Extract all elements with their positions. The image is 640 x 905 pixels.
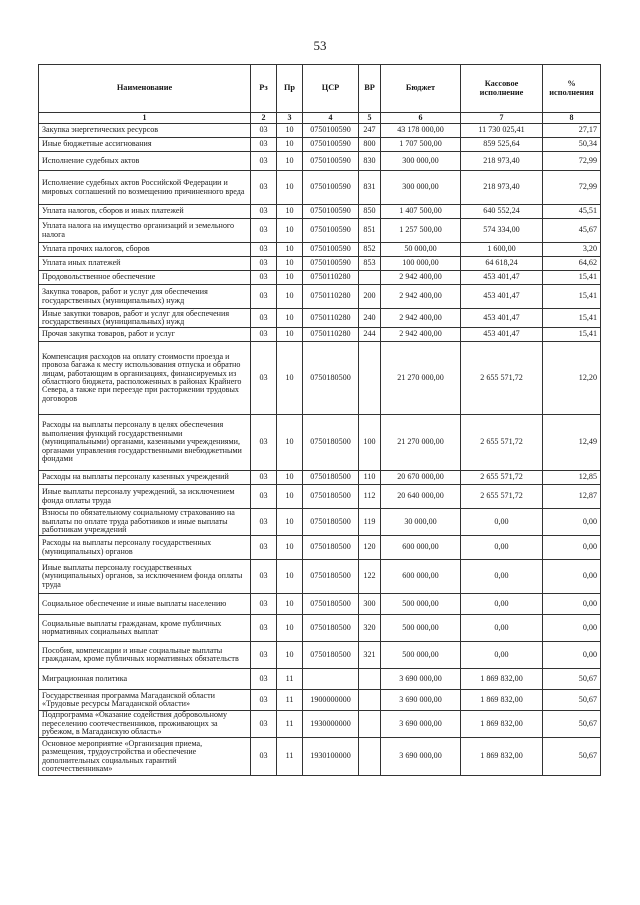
row-vr-cell: 851 [359, 219, 381, 243]
row-cash-cell: 453 401,47 [461, 271, 543, 285]
column-number: 1 [39, 113, 251, 124]
row-cash-cell: 1 869 832,00 [461, 738, 543, 776]
row-csr-cell: 0750110280 [303, 271, 359, 285]
row-budget-cell: 600 000,00 [381, 560, 461, 594]
row-cash-cell: 0,00 [461, 560, 543, 594]
row-name-cell: Расходы на выплаты персоналу государственных (муниципальных) органов [39, 536, 251, 560]
row-cash-cell: 859 525,64 [461, 138, 543, 152]
row-pr-cell: 11 [277, 711, 303, 738]
row-csr-cell: 0750180500 [303, 509, 359, 536]
row-pct-cell: 64,62 [543, 257, 601, 271]
row-rz-cell: 03 [251, 690, 277, 711]
row-vr-cell [359, 690, 381, 711]
row-cash-cell: 218 973,40 [461, 171, 543, 205]
row-rz-cell: 03 [251, 615, 277, 642]
header-pr: Пр [277, 65, 303, 113]
row-rz-cell: 03 [251, 138, 277, 152]
row-name-cell: Государственная программа Магаданской области «Трудовые ресурсы Магаданской области» [39, 690, 251, 711]
table-row [39, 560, 601, 594]
row-vr-cell [359, 711, 381, 738]
row-vr-cell: 247 [359, 124, 381, 138]
row-name-cell: Закупка товаров, работ и услуг для обеспечения государственных (муниципальных) нужд [39, 285, 251, 309]
header-csr: ЦСР [303, 65, 359, 113]
row-budget-cell: 300 000,00 [381, 152, 461, 171]
row-pr-cell: 10 [277, 285, 303, 309]
row-vr-cell: 852 [359, 243, 381, 257]
row-pct-cell: 12,87 [543, 485, 601, 509]
row-pr-cell: 10 [277, 485, 303, 509]
table-row [39, 342, 601, 415]
row-budget-cell: 500 000,00 [381, 594, 461, 615]
table-body [39, 124, 601, 776]
row-pr-cell: 10 [277, 471, 303, 485]
row-pct-cell: 45,51 [543, 205, 601, 219]
row-rz-cell: 03 [251, 485, 277, 509]
row-rz-cell: 03 [251, 152, 277, 171]
row-budget-cell: 43 178 000,00 [381, 124, 461, 138]
row-budget-cell: 1 407 500,00 [381, 205, 461, 219]
row-name-cell: Уплата налогов, сборов и иных платежей [39, 205, 251, 219]
row-name-cell: Компенсация расходов на оплату стоимости проезда и провоза багажа к месту использования отпуска и обратно лицам, работающим в организациях, финансируемых из областного бюджета, расположенных в районах Крайнего Севера, а также при переезде при расторжении трудовых договоров [39, 342, 251, 415]
row-pr-cell: 10 [277, 205, 303, 219]
row-rz-cell: 03 [251, 669, 277, 690]
row-pct-cell: 50,67 [543, 690, 601, 711]
row-pct-cell: 12,20 [543, 342, 601, 415]
row-budget-cell: 2 942 400,00 [381, 271, 461, 285]
row-vr-cell [359, 342, 381, 415]
row-pr-cell: 11 [277, 669, 303, 690]
row-csr-cell: 0750100590 [303, 152, 359, 171]
row-rz-cell: 03 [251, 471, 277, 485]
row-budget-cell: 600 000,00 [381, 536, 461, 560]
row-csr-cell: 0750100590 [303, 124, 359, 138]
row-vr-cell: 100 [359, 415, 381, 471]
column-number: 6 [381, 113, 461, 124]
row-name-cell: Расходы на выплаты персоналу казенных учреждений [39, 471, 251, 485]
row-csr-cell: 0750110280 [303, 285, 359, 309]
row-csr-cell: 0750180500 [303, 560, 359, 594]
row-cash-cell: 11 730 025,41 [461, 124, 543, 138]
row-rz-cell: 03 [251, 171, 277, 205]
row-vr-cell: 850 [359, 205, 381, 219]
row-csr-cell: 0750100590 [303, 205, 359, 219]
row-pct-cell: 72,99 [543, 171, 601, 205]
column-number-row [39, 113, 601, 124]
row-cash-cell: 0,00 [461, 642, 543, 669]
row-pct-cell: 0,00 [543, 615, 601, 642]
row-csr-cell: 0750180500 [303, 642, 359, 669]
row-csr-cell: 0750100590 [303, 243, 359, 257]
row-name-cell: Закупка энергетических ресурсов [39, 124, 251, 138]
row-cash-cell: 2 655 571,72 [461, 471, 543, 485]
row-pct-cell: 12,85 [543, 471, 601, 485]
row-csr-cell: 0750110280 [303, 328, 359, 342]
row-pct-cell: 50,34 [543, 138, 601, 152]
row-name-cell: Расходы на выплаты персоналу в целях обеспечения выполнения функций государственными (муниципальными) органами, казенными учреждениями, органами управления государственными внебюджетными фондами [39, 415, 251, 471]
row-name-cell: Прочая закупка товаров, работ и услуг [39, 328, 251, 342]
row-pr-cell: 10 [277, 560, 303, 594]
row-vr-cell: 300 [359, 594, 381, 615]
table-row [39, 243, 601, 257]
row-csr-cell: 0750100590 [303, 219, 359, 243]
row-rz-cell: 03 [251, 509, 277, 536]
row-pct-cell: 12,49 [543, 415, 601, 471]
table-row [39, 690, 601, 711]
row-name-cell: Социальное обеспечение и иные выплаты населению [39, 594, 251, 615]
budget-execution-table [38, 64, 601, 776]
table-row [39, 205, 601, 219]
table-row [39, 471, 601, 485]
row-pct-cell: 0,00 [543, 594, 601, 615]
row-name-cell: Подпрограмма «Оказание содействия добровольному переселению соотечественников, проживающих за рубежом, в Магаданскую область» [39, 711, 251, 738]
row-name-cell: Продовольственное обеспечение [39, 271, 251, 285]
row-cash-cell: 453 401,47 [461, 309, 543, 328]
row-rz-cell: 03 [251, 124, 277, 138]
row-pr-cell: 10 [277, 257, 303, 271]
row-budget-cell: 30 000,00 [381, 509, 461, 536]
row-rz-cell: 03 [251, 342, 277, 415]
page-number: 53 [313, 38, 327, 53]
row-pr-cell: 10 [277, 328, 303, 342]
row-vr-cell: 200 [359, 285, 381, 309]
row-vr-cell [359, 669, 381, 690]
row-rz-cell: 03 [251, 711, 277, 738]
row-csr-cell: 0750100590 [303, 257, 359, 271]
row-budget-cell: 3 690 000,00 [381, 738, 461, 776]
table-row [39, 536, 601, 560]
row-cash-cell: 640 552,24 [461, 205, 543, 219]
table-row [39, 509, 601, 536]
column-number: 5 [359, 113, 381, 124]
row-pct-cell: 15,41 [543, 328, 601, 342]
row-budget-cell: 500 000,00 [381, 642, 461, 669]
table-row [39, 594, 601, 615]
row-budget-cell: 1 257 500,00 [381, 219, 461, 243]
row-pr-cell: 10 [277, 171, 303, 205]
row-pct-cell: 50,67 [543, 711, 601, 738]
row-cash-cell: 2 655 571,72 [461, 485, 543, 509]
row-csr-cell: 0750110280 [303, 309, 359, 328]
row-budget-cell: 300 000,00 [381, 171, 461, 205]
row-name-cell: Основное мероприятие «Организация приема, размещения, трудоустройства и обеспечение дополнительных социальных гарантий соотечественникам» [39, 738, 251, 776]
row-csr-cell: 0750180500 [303, 342, 359, 415]
row-vr-cell: 831 [359, 171, 381, 205]
row-vr-cell: 244 [359, 328, 381, 342]
table-row [39, 642, 601, 669]
row-rz-cell: 03 [251, 219, 277, 243]
row-vr-cell: 122 [359, 560, 381, 594]
row-name-cell: Взносы по обязательному социальному страхованию на выплаты по оплате труда работников и иные выплаты работникам учреждений [39, 509, 251, 536]
row-name-cell: Иные бюджетные ассигнования [39, 138, 251, 152]
row-budget-cell: 2 942 400,00 [381, 328, 461, 342]
row-cash-cell: 2 655 571,72 [461, 415, 543, 471]
row-name-cell: Иные выплаты персоналу государственных (муниципальных) органов, за исключением фонда оплаты труда [39, 560, 251, 594]
column-number: 3 [277, 113, 303, 124]
row-pr-cell: 10 [277, 152, 303, 171]
row-budget-cell: 21 270 000,00 [381, 415, 461, 471]
row-budget-cell: 20 640 000,00 [381, 485, 461, 509]
row-cash-cell: 218 973,40 [461, 152, 543, 171]
column-number: 4 [303, 113, 359, 124]
row-pct-cell: 45,67 [543, 219, 601, 243]
row-pct-cell: 15,41 [543, 309, 601, 328]
header-budget: Бюджет [381, 65, 461, 113]
row-csr-cell: 1900000000 [303, 690, 359, 711]
row-vr-cell: 321 [359, 642, 381, 669]
row-name-cell: Уплата иных платежей [39, 257, 251, 271]
row-name-cell: Исполнение судебных актов Российской Федерации и мировых соглашений по возмещению причиненного вреда [39, 171, 251, 205]
header-name: Наименование [39, 65, 251, 113]
column-number: 7 [461, 113, 543, 124]
row-budget-cell: 50 000,00 [381, 243, 461, 257]
row-name-cell: Иные выплаты персоналу учреждений, за исключением фонда оплаты труда [39, 485, 251, 509]
row-budget-cell: 3 690 000,00 [381, 669, 461, 690]
table-row [39, 152, 601, 171]
row-pct-cell: 50,67 [543, 669, 601, 690]
row-budget-cell: 2 942 400,00 [381, 309, 461, 328]
row-name-cell: Уплата прочих налогов, сборов [39, 243, 251, 257]
table-row [39, 485, 601, 509]
row-pct-cell: 3,20 [543, 243, 601, 257]
row-cash-cell: 2 655 571,72 [461, 342, 543, 415]
row-csr-cell: 0750180500 [303, 471, 359, 485]
column-number: 8 [543, 113, 601, 124]
row-name-cell: Исполнение судебных актов [39, 152, 251, 171]
row-vr-cell: 830 [359, 152, 381, 171]
row-pr-cell: 10 [277, 536, 303, 560]
table-row [39, 328, 601, 342]
row-cash-cell: 0,00 [461, 536, 543, 560]
row-pr-cell: 11 [277, 690, 303, 711]
table-row [39, 285, 601, 309]
row-vr-cell: 320 [359, 615, 381, 642]
row-rz-cell: 03 [251, 560, 277, 594]
table-row [39, 738, 601, 776]
row-cash-cell: 1 869 832,00 [461, 669, 543, 690]
row-name-cell: Иные закупки товаров, работ и услуг для обеспечения государственных (муниципальных) нужд [39, 309, 251, 328]
row-pr-cell: 10 [277, 509, 303, 536]
header-rz: Рз [251, 65, 277, 113]
table-row [39, 271, 601, 285]
row-pr-cell: 10 [277, 342, 303, 415]
table-row [39, 138, 601, 152]
row-budget-cell: 21 270 000,00 [381, 342, 461, 415]
row-vr-cell: 800 [359, 138, 381, 152]
row-rz-cell: 03 [251, 594, 277, 615]
row-pct-cell: 72,99 [543, 152, 601, 171]
row-csr-cell: 0750180500 [303, 415, 359, 471]
row-cash-cell: 453 401,47 [461, 328, 543, 342]
row-budget-cell: 20 670 000,00 [381, 471, 461, 485]
row-vr-cell: 119 [359, 509, 381, 536]
row-budget-cell: 3 690 000,00 [381, 711, 461, 738]
table-row [39, 219, 601, 243]
row-vr-cell: 110 [359, 471, 381, 485]
row-pr-cell: 10 [277, 642, 303, 669]
row-rz-cell: 03 [251, 415, 277, 471]
row-rz-cell: 03 [251, 285, 277, 309]
row-pct-cell: 0,00 [543, 642, 601, 669]
row-pr-cell: 10 [277, 124, 303, 138]
row-rz-cell: 03 [251, 309, 277, 328]
row-cash-cell: 0,00 [461, 509, 543, 536]
table-row [39, 257, 601, 271]
row-budget-cell: 100 000,00 [381, 257, 461, 271]
column-number: 2 [251, 113, 277, 124]
row-csr-cell: 0750180500 [303, 536, 359, 560]
row-pr-cell: 10 [277, 138, 303, 152]
row-budget-cell: 3 690 000,00 [381, 690, 461, 711]
row-pct-cell: 50,67 [543, 738, 601, 776]
row-pct-cell: 0,00 [543, 509, 601, 536]
row-csr-cell: 0750180500 [303, 485, 359, 509]
row-rz-cell: 03 [251, 642, 277, 669]
row-name-cell: Миграционная политика [39, 669, 251, 690]
row-cash-cell: 574 334,00 [461, 219, 543, 243]
header-row [39, 65, 601, 113]
table-row [39, 415, 601, 471]
row-cash-cell: 1 869 832,00 [461, 690, 543, 711]
row-vr-cell [359, 271, 381, 285]
row-vr-cell: 853 [359, 257, 381, 271]
table-row [39, 711, 601, 738]
row-cash-cell: 64 618,24 [461, 257, 543, 271]
row-csr-cell: 0750180500 [303, 615, 359, 642]
row-csr-cell [303, 669, 359, 690]
table-row [39, 615, 601, 642]
row-pct-cell: 0,00 [543, 560, 601, 594]
row-rz-cell: 03 [251, 257, 277, 271]
row-pct-cell: 27,17 [543, 124, 601, 138]
header-pct: % исполнения [543, 65, 601, 113]
row-pr-cell: 10 [277, 594, 303, 615]
row-rz-cell: 03 [251, 243, 277, 257]
row-cash-cell: 0,00 [461, 615, 543, 642]
row-pr-cell: 10 [277, 309, 303, 328]
row-vr-cell [359, 738, 381, 776]
row-vr-cell: 120 [359, 536, 381, 560]
row-pr-cell: 11 [277, 738, 303, 776]
row-cash-cell: 0,00 [461, 594, 543, 615]
table-row [39, 669, 601, 690]
row-cash-cell: 1 869 832,00 [461, 711, 543, 738]
row-pr-cell: 10 [277, 219, 303, 243]
row-pr-cell: 10 [277, 415, 303, 471]
row-name-cell: Уплата налога на имущество организаций и земельного налога [39, 219, 251, 243]
row-pr-cell: 10 [277, 271, 303, 285]
row-pr-cell: 10 [277, 243, 303, 257]
row-budget-cell: 1 707 500,00 [381, 138, 461, 152]
row-cash-cell: 453 401,47 [461, 285, 543, 309]
row-csr-cell: 1930000000 [303, 711, 359, 738]
row-csr-cell: 1930100000 [303, 738, 359, 776]
row-rz-cell: 03 [251, 205, 277, 219]
table-row [39, 309, 601, 328]
row-name-cell: Социальные выплаты гражданам, кроме публичных нормативных социальных выплат [39, 615, 251, 642]
row-pct-cell: 15,41 [543, 285, 601, 309]
row-csr-cell: 0750100590 [303, 171, 359, 205]
table-row [39, 171, 601, 205]
row-rz-cell: 03 [251, 271, 277, 285]
row-rz-cell: 03 [251, 536, 277, 560]
header-vr: ВР [359, 65, 381, 113]
row-pct-cell: 0,00 [543, 536, 601, 560]
table-row [39, 124, 601, 138]
row-pct-cell: 15,41 [543, 271, 601, 285]
row-budget-cell: 2 942 400,00 [381, 285, 461, 309]
row-cash-cell: 1 600,00 [461, 243, 543, 257]
row-csr-cell: 0750180500 [303, 594, 359, 615]
row-vr-cell: 240 [359, 309, 381, 328]
row-rz-cell: 03 [251, 738, 277, 776]
row-budget-cell: 500 000,00 [381, 615, 461, 642]
row-vr-cell: 112 [359, 485, 381, 509]
row-pr-cell: 10 [277, 615, 303, 642]
header-cash: Кассовое исполнение [461, 65, 543, 113]
row-name-cell: Пособия, компенсации и иные социальные выплаты гражданам, кроме публичных нормативных обязательств [39, 642, 251, 669]
row-rz-cell: 03 [251, 328, 277, 342]
row-csr-cell: 0750100590 [303, 138, 359, 152]
